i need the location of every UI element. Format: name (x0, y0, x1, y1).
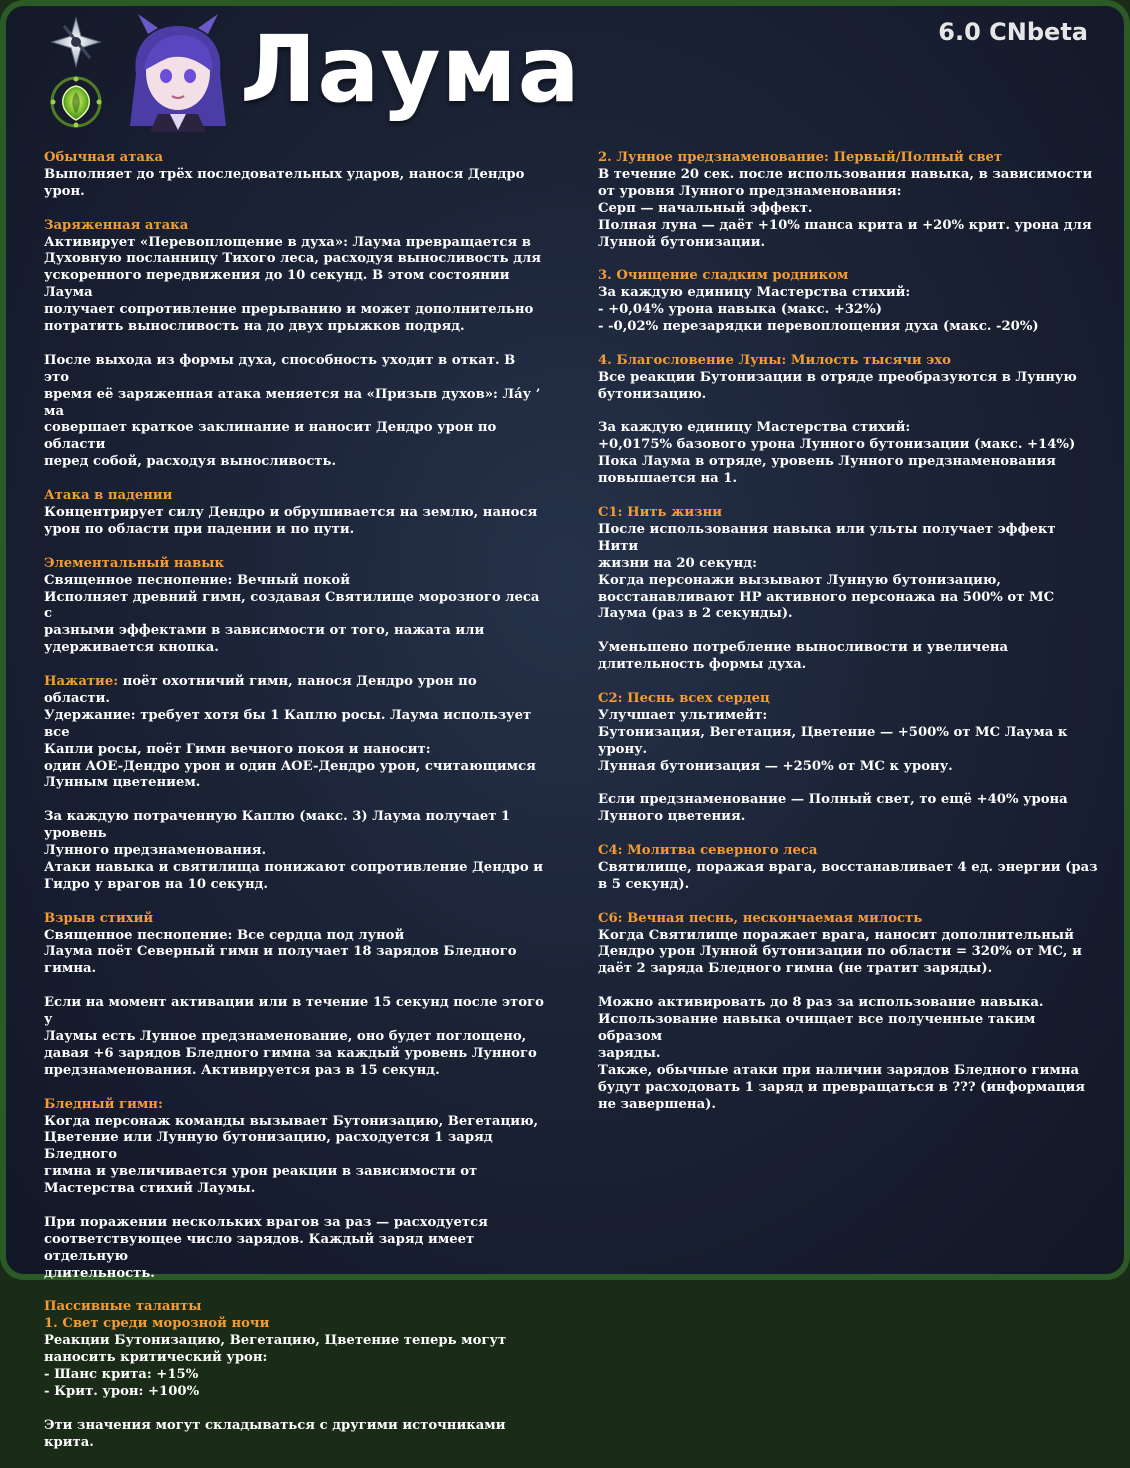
text-line: +0,0175% базового урона Лунного бутонизации (макс. +14%) (598, 437, 1076, 453)
text-line: При поражении нескольких врагов за раз — расходуется (44, 1214, 488, 1230)
text-line: За каждую единицу Мастерства стихий: (598, 420, 911, 436)
text-line: наносить критический урон: (44, 1350, 268, 1366)
section-heading: C2: Песнь всех сердец (598, 690, 770, 706)
text-line: Бутонизация, Вегетация, Цветение — +500% от МС Лаума к (598, 724, 1068, 740)
text-line: Мастерства стихий Лаумы. (44, 1181, 256, 1197)
text-line: Гидро у врагов на 10 секунд. (44, 876, 269, 892)
text-line: Лунным цветением. (44, 775, 201, 791)
section-c2 (598, 691, 1098, 826)
text-line: Капли росы, поёт Гимн вечного покоя и наносит: (44, 741, 431, 757)
section-heading: Обычная атака (44, 150, 164, 165)
section-heading: Пассивные таланты (44, 1299, 202, 1315)
text-line: урону. (598, 741, 648, 757)
section-plunge-attack (44, 488, 544, 539)
text-line: Духовную посланницу Тихого леса, расходуя выносливость для (44, 251, 542, 267)
section-heading: C6: Вечная песнь, нескончаемая милость (598, 910, 923, 926)
text-line: восстанавливают HP активного персонажа на 500% от МС (598, 589, 1055, 605)
section-heading: Взрыв стихий (44, 910, 154, 926)
section-heading: Элементальный навык (44, 555, 224, 571)
section-elemental-skill (44, 556, 544, 894)
text-line: даёт 2 заряда Бледного гимна (не тратит заряды). (598, 961, 993, 977)
text-line: соответствующее число зарядов. Каждый заряд имеет отдельную (44, 1231, 475, 1264)
section-charged-attack (44, 218, 544, 472)
section-c6 (598, 911, 1098, 1114)
text-line: Дендро урон Лунной бутонизации по области = 320% от МС, и (598, 944, 1082, 960)
text-line: Лунная бутонизация — +250% от МС к урону. (598, 758, 953, 774)
text-line: Священное песнопение: Вечный покой (44, 572, 350, 588)
press-label: Нажатие: (44, 674, 119, 690)
text-line: в 5 секунд). (598, 876, 690, 892)
text-line: Выполняет до трёх последовательных ударов, нанося Дендро (44, 166, 525, 182)
text-line: урон по области при падении и по пути. (44, 521, 355, 537)
text-line: - Крит. урон: +100% (44, 1383, 200, 1399)
text-line: Серп — начальный эффект. (598, 200, 813, 216)
text-line: Атаки навыка и святилища понижают сопротивление Дендро и (44, 859, 544, 875)
text-line: Если на момент активации или в течение 15 секунд после этого у (44, 995, 544, 1028)
text-line: гимна. (44, 961, 97, 977)
text-line: - -0,02% перезарядки перевоплощения духа (макс. -20%) (598, 319, 1039, 335)
text-line: После использования навыка или ульты получает эффект Нити (598, 521, 1056, 554)
text-line: бутонизацию. (598, 386, 707, 402)
header (6, 6, 1124, 146)
text-line: один AOE-Дендро урон и один AOE-Дендро урон, считающимся (44, 758, 536, 774)
text-line: гимна и увеличивается урон реакции в зависимости от (44, 1164, 478, 1180)
section-heading: 2. Лунное предзнаменование: Первый/Полный свет (598, 150, 1003, 165)
text-line: Концентрирует силу Дендро и обрушивается на землю, нанося (44, 504, 538, 520)
text-line: потратить выносливость на до двух прыжков подряд. (44, 319, 465, 335)
text-line: Использование навыка очищает все полученные таким образом (598, 1012, 1036, 1044)
section-subheading: 1. Свет среди морозной ночи (44, 1316, 270, 1332)
text-line: За каждую единицу Мастерства стихий: (598, 285, 911, 301)
text-line: не завершена). (598, 1096, 716, 1112)
text-line: Активирует «Перевоплощение в духа»: Лаума превращается в (44, 234, 531, 250)
text-line: совершает краткое заклинание и наносит Дендро урон по области (44, 420, 497, 453)
text-line: Удержание: требует хотя бы 1 Каплю росы. Лаума использует все (44, 707, 532, 740)
press-text: поёт охотничий гимн, нанося Дендро урон по области. (44, 674, 477, 706)
page-title: Лаума (240, 16, 581, 123)
text-line: заряды. (598, 1045, 661, 1061)
text-line: предзнаменования. Активируется раз в 15 секунд. (44, 1062, 440, 1078)
text-line: - +0,04% урона навыка (макс. +32%) (598, 302, 882, 318)
section-c4 (598, 843, 1098, 894)
section-heading: Атака в падении (44, 488, 173, 504)
version-label: 6.0 CNbeta (938, 18, 1088, 46)
section-passive-2 (598, 150, 1098, 251)
dendro-element-icon (48, 74, 104, 130)
text-line: Улучшает ультимейт: (598, 707, 768, 723)
text-line: Когда Святилище поражает врага, наносит дополнительный (598, 927, 1074, 943)
section-c1 (598, 505, 1098, 674)
section-heading: C1: Нить жизни (598, 504, 723, 520)
text-line: Лунной бутонизации. (598, 234, 766, 250)
text-line: Также, обычные атаки при наличии зарядов Бледного гимна (598, 1062, 1080, 1078)
text-line: Все реакции Бутонизации в отряде преобразуются в Лунную (598, 369, 1077, 385)
text-line: Уменьшено потребление выносливости и увеличена (598, 640, 1009, 656)
text-line: Лаума (раз в 2 секунды). (598, 606, 793, 622)
section-heading: Бледный гимн: (44, 1096, 163, 1112)
text-line: удерживается кнопка. (44, 640, 219, 656)
text-line: Исполняет древний гимн, создавая Святилище морозного леса с (44, 589, 540, 622)
text-line: За каждую потраченную Каплю (макс. 3) Лаума получает 1 уровень (44, 809, 511, 842)
section-passive-talents (44, 1299, 544, 1451)
section-heading: 3. Очищение сладким родником (598, 268, 849, 284)
text-line: Полная луна — даёт +10% шанса крита и +20% крит. урона для (598, 217, 1092, 233)
text-line: перед собой, расходуя выносливость. (44, 454, 337, 470)
section-normal-attack (44, 150, 544, 201)
text-line: Святилище, поражая врага, восстанавливает 4 ед. энергии (раз (598, 859, 1098, 875)
text-line: Можно активировать до 8 раз за использование навыка. (598, 995, 1044, 1011)
section-heading: Заряженная атака (44, 217, 189, 233)
text-line: Лаумы есть Лунное предзнаменование, оно будет поглощено, (44, 1029, 527, 1044)
section-passive-4 (598, 353, 1098, 488)
text-line: Когда персонаж команды вызывает Бутонизацию, Вегетацию, (44, 1113, 539, 1129)
text-line: Реакции Бутонизацию, Вегетацию, Цветение теперь могут (44, 1333, 507, 1349)
text-line: Лунного цветения. (598, 809, 746, 825)
text-line: длительность формы духа. (598, 657, 807, 673)
text-line: время её заряженная атака меняется на «Призыв духов»: Лáу ’ ма (44, 386, 541, 419)
left-column (44, 150, 544, 1468)
text-line: от уровня Лунного предзнаменования: (598, 183, 902, 199)
text-line: ускоренного передвижения до 10 секунд. В этом состоянии Лаума (44, 268, 510, 301)
text-line: урон. (44, 183, 85, 199)
text-line: жизни на 20 секунд: (598, 555, 757, 571)
text-line: Цветение или Лунную бутонизацию, расходуется 1 заряд Бледного (44, 1130, 493, 1163)
section-pale-hymn (44, 1097, 544, 1283)
element-skill-icon (50, 16, 102, 68)
text-line: длительность. (44, 1265, 155, 1281)
text-line: Если предзнаменование — Полный свет, то ещё +40% урона (598, 792, 1068, 808)
text-line: получает сопротивление прерыванию и может дополнительно (44, 302, 534, 318)
right-column (598, 150, 1098, 1130)
text-line: давая +6 зарядов Бледного гимна за каждый уровень Лунного (44, 1045, 537, 1061)
text-line: Пока Лаума в отряде, уровень Лунного предзнаменования (598, 454, 1056, 470)
character-avatar (118, 14, 238, 132)
text-line (44, 674, 544, 708)
section-passive-3 (598, 268, 1098, 336)
text-line: повышается на 1. (598, 471, 738, 487)
section-heading: 4. Благословение Луны: Милость тысячи эхо (598, 352, 951, 368)
text-line: будут расходовать 1 заряд и превращаться в ??? (информация (598, 1079, 1086, 1095)
text-line: После выхода из формы духа, способность уходит в откат. В это (44, 352, 516, 385)
section-heading: C4: Молитва северного леса (598, 843, 818, 859)
text-line: В течение 20 сек. после использования навыка, в зависимости (598, 166, 1093, 182)
text-line: Священное песнопение: Все сердца под луной (44, 927, 405, 943)
text-line: Лаума поёт Северный гимн и получает 18 зарядов Бледного (44, 944, 517, 960)
section-elemental-burst (44, 911, 544, 1080)
text-line: разными эффектами в зависимости от того, нажата или (44, 623, 485, 639)
text-line: Лунного предзнаменования. (44, 843, 267, 859)
text-line: - Шанс крита: +15% (44, 1367, 199, 1383)
text-line: Когда персонажи вызывают Лунную бутонизацию, (598, 572, 1001, 588)
text-line: Эти значения могут складываться с другими источниками крита. (44, 1417, 506, 1450)
